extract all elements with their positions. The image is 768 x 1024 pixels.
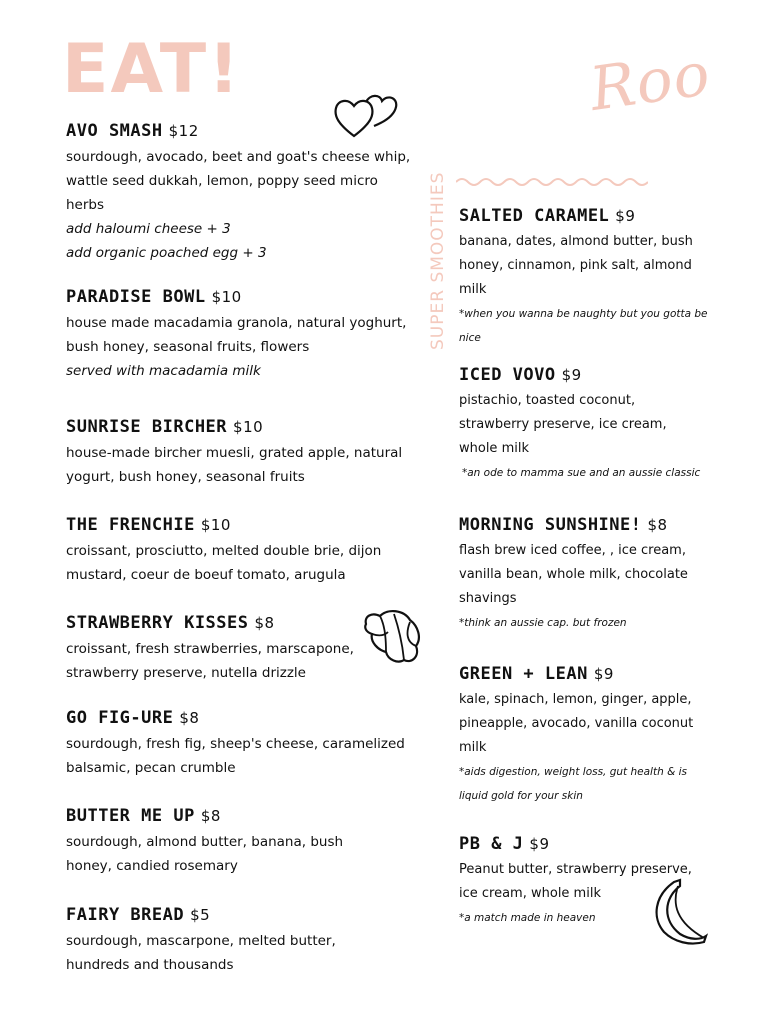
item-note: served with macadamia milk: [66, 363, 261, 379]
item-note: *when you wanna be naughty but you gotta be nice: [459, 308, 708, 344]
item-heading: MORNING SUNSHINE! $8: [459, 515, 668, 535]
item-heading: BUTTER ME UP $8: [66, 806, 221, 826]
item-description: Peanut butter, strawberry preserve, ice cream, whole milk: [459, 862, 692, 901]
item-description: sourdough, avocado, beet and goat's cheese whip, wattle seed dukkah, lemon, poppy seed micro herbs: [66, 149, 411, 213]
item-description: sourdough, fresh fig, sheep's cheese, caramelized balsamic, pecan crumble: [66, 736, 405, 776]
menu-item-green-lean: [459, 661, 709, 808]
menu-title: EAT!: [62, 30, 242, 109]
item-heading: ICED VOVO $9: [459, 365, 582, 385]
menu-item-salted-caramel: [459, 203, 709, 350]
menu-item-fairy-bread: [66, 902, 411, 977]
item-note: add haloumi cheese + 3: [66, 221, 231, 237]
item-heading: SUNRISE BIRCHER $10: [66, 417, 264, 437]
item-heading: THE FRENCHIE $10: [66, 515, 231, 535]
menu-item-strawberry-kisses: [66, 610, 411, 685]
item-description: pistachio, toasted coconut, strawberry preserve, ice cream, whole milk: [459, 393, 667, 456]
item-description: croissant, fresh strawberries, marscapone, strawberry preserve, nutella drizzle: [66, 641, 354, 681]
item-description: sourdough, almond butter, banana, bush honey, candied rosemary: [66, 834, 344, 874]
menu-item-iced-vovo: [459, 362, 709, 485]
menu-item-go-fig-ure: [66, 705, 411, 780]
item-heading: FAIRY BREAD $5: [66, 905, 211, 925]
item-note: *an ode to mamma sue and an aussie classic: [462, 467, 701, 479]
menu-item-sunrise-bircher: [66, 414, 411, 489]
brand-logo: Roo: [585, 38, 715, 126]
item-description: house-made bircher muesli, grated apple, natural yogurt, bush honey, seasonal fruits: [66, 445, 403, 485]
item-description: banana, dates, almond butter, bush honey, cinnamon, pink salt, almond milk: [459, 234, 693, 297]
menu-item-morning-sunshine: [459, 512, 709, 635]
item-heading: GO FIG-URE $8: [66, 708, 200, 728]
menu-item-avo-smash: [66, 118, 411, 265]
item-heading: PB & J $9: [459, 834, 550, 854]
menu-item-the-frenchie: [66, 512, 411, 587]
item-heading: SALTED CARAMEL $9: [459, 206, 636, 226]
menu-item-pb-j: [459, 831, 709, 930]
item-description: house made macadamia granola, natural yoghurt, bush honey, seasonal fruits, flowers: [66, 315, 407, 355]
item-note: add organic poached egg + 3: [66, 245, 267, 261]
item-note: *aids digestion, weight loss, gut health & is liquid gold for your skin: [459, 766, 688, 802]
item-description: kale, spinach, lemon, ginger, apple, pineapple, avocado, vanilla coconut milk: [459, 692, 694, 755]
menu-item-paradise-bowl: [66, 284, 411, 383]
item-note: *think an aussie cap. but frozen: [459, 617, 627, 629]
item-heading: STRAWBERRY KISSES $8: [66, 613, 275, 633]
item-note: *a match made in heaven: [459, 912, 596, 924]
item-heading: AVO SMASH $12: [66, 121, 199, 141]
item-description: flash brew iced coffee, , ice cream, vanilla bean, whole milk, chocolate shavings: [459, 543, 688, 606]
item-description: sourdough, mascarpone, melted butter, hundreds and thousands: [66, 933, 336, 973]
item-description: croissant, prosciutto, melted double brie, dijon mustard, coeur de boeuf tomato, arugula: [66, 543, 382, 583]
wavy-divider: [456, 176, 648, 188]
menu-item-butter-me-up: [66, 803, 411, 878]
item-heading: GREEN + LEAN $9: [459, 664, 614, 684]
super-smoothies-label: SUPER SMOOTHIES: [428, 171, 448, 350]
item-heading: PARADISE BOWL $10: [66, 287, 242, 307]
